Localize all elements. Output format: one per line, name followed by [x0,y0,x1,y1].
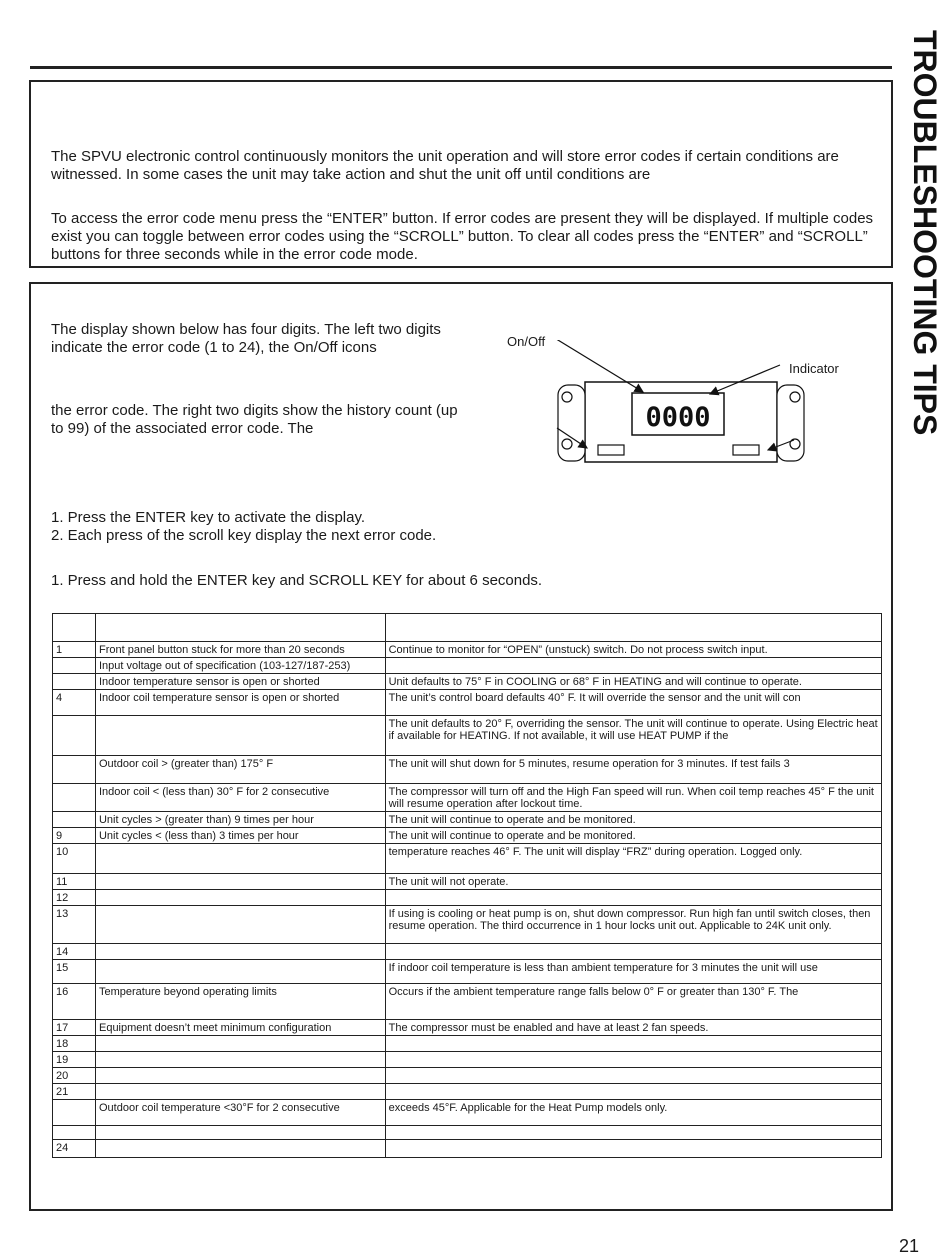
table-row [53,960,882,984]
table-row [53,658,882,674]
description-cell [95,1084,385,1100]
action-cell [385,658,881,674]
action-cell: The unit defaults to 20° F, overriding the sensor. The unit will continue to operate. Using Electric heat if available for HEATING. If not available, it will use HEAT PUMP if the [385,716,881,756]
description-cell: Indoor temperature sensor is open or shorted [95,674,385,690]
code-cell: 18 [53,1036,96,1052]
code-cell [53,784,96,812]
table-row [53,984,882,1020]
table-row [53,1036,882,1052]
header-description-cell [95,614,385,642]
header-code-cell [53,614,96,642]
mounting-tab-left [558,385,585,461]
digit-display-readout: 0000 [645,402,711,433]
description-cell [95,844,385,874]
action-cell: The unit will continue to operate and be monitored. [385,812,881,828]
clear-codes-steps [51,572,542,590]
mounting-tab-right [777,385,804,461]
view-step-2: 2. Each press of the scroll key display the next error code. [51,527,437,544]
action-cell: The compressor will turn off and the High Fan speed will run. When coil temp reaches 45° F the unit will resume operation after lockout time. [385,784,881,812]
action-cell: The compressor must be enabled and have at least 2 fan speeds. [385,1020,881,1036]
code-cell: 13 [53,906,96,944]
description-cell: Indoor coil < (less than) 30° F for 2 consecutive [95,784,385,812]
description-cell [95,1140,385,1158]
description-cell [95,890,385,906]
description-cell [95,1036,385,1052]
code-cell [53,1126,96,1140]
table-row [53,828,882,844]
clear-step-1: 1. Press and hold the ENTER key and SCROLL KEY for about 6 seconds. [51,572,543,589]
description-cell [95,1052,385,1068]
action-cell: Continue to monitor for “OPEN” (unstuck) switch. Do not process switch input. [385,642,881,658]
code-cell [53,1100,96,1126]
table-row [53,716,882,756]
table-row [53,874,882,890]
table-row [53,1140,882,1158]
description-cell [95,906,385,944]
code-cell: 4 [53,690,96,716]
description-cell: Outdoor coil temperature <30°F for 2 consecutive [95,1100,385,1126]
code-cell: 11 [53,874,96,890]
code-cell: 12 [53,890,96,906]
view-codes-steps [51,509,436,545]
action-cell [385,1140,881,1158]
scroll-button [733,445,759,455]
code-cell [53,658,96,674]
code-cell: 16 [53,984,96,1020]
code-cell: 14 [53,944,96,960]
action-cell: If using is cooling or heat pump is on, shut down compressor. Run high fan until switch closes, then resume operation. The third occurrence in 1 hour locks unit out. Applicable to 24K unit only. [385,906,881,944]
description-cell: Temperature beyond operating limits [95,984,385,1020]
description-cell: Indoor coil temperature sensor is open or shorted [95,690,385,716]
description-cell: Input voltage out of specification (103-127/187-253) [95,658,385,674]
intro-paragraph-access: To access the error code menu press the “ENTER” button. If error codes are present they will be displayed. If multiple codes exist you can toggle between error codes using the “SCROLL” button. To clear all codes press the “ENTER” and “SCROLL” buttons for three seconds while in the error code mode. [51,210,874,263]
table-row [53,944,882,960]
display-description-2: the error code. The right two digits show the history count (up to 99) of the associated error code. The [51,402,458,437]
action-cell: If indoor coil temperature is less than ambient temperature for 3 minutes the unit will use [385,960,881,984]
action-cell [385,890,881,906]
code-cell: 20 [53,1068,96,1084]
action-cell [385,944,881,960]
table-row [53,890,882,906]
intro-paragraph-monitoring: The SPVU electronic control continuously monitors the unit operation and will store error codes if certain conditions are witnessed. In some cases the unit may take action and shut the unit off until conditions are [51,148,839,183]
code-cell: 1 [53,642,96,658]
action-cell: The unit will not operate. [385,874,881,890]
header-action-cell [385,614,881,642]
action-cell: The unit will continue to operate and be monitored. [385,828,881,844]
description-cell [95,944,385,960]
page-number: 21 [899,1236,920,1256]
action-cell: temperature reaches 46° F. The unit will display “FRZ” during operation. Logged only. [385,844,881,874]
code-cell: 17 [53,1020,96,1036]
description-cell [95,960,385,984]
view-step-1: 1. Press the ENTER key to activate the display. [51,509,366,526]
code-cell: 19 [53,1052,96,1068]
description-cell: Unit cycles > (greater than) 9 times per hour [95,812,385,828]
action-cell: Occurs if the ambient temperature range falls below 0° F or greater than 130° F. The [385,984,881,1020]
action-cell [385,1068,881,1084]
action-cell [385,1052,881,1068]
action-cell [385,1036,881,1052]
description-cell [95,716,385,756]
description-cell [95,874,385,890]
code-cell [53,716,96,756]
table-row [53,1068,882,1084]
control-panel-diagram [540,340,830,500]
table-row [53,784,882,812]
action-cell: The unit’s control board defaults 40° F. It will override the sensor and the unit will con [385,690,881,716]
description-cell: Front panel button stuck for more than 20 seconds [95,642,385,658]
error-code-table [52,613,882,1158]
indicator-label: Indicator [789,361,839,376]
action-cell: Unit defaults to 75° F in COOLING or 68° F in HEATING and will continue to operate. [385,674,881,690]
table-row [53,1020,882,1036]
table-row [53,1084,882,1100]
onoff-label: On/Off [507,334,546,349]
enter-button [598,445,624,455]
table-row [53,674,882,690]
code-cell [53,812,96,828]
description-cell [95,1126,385,1140]
code-cell: 15 [53,960,96,984]
action-cell [385,1126,881,1140]
description-cell: Equipment doesn’t meet minimum configuration [95,1020,385,1036]
description-cell [95,1068,385,1084]
action-cell [385,1084,881,1100]
top-rule [30,66,892,69]
table-row [53,642,882,658]
display-description-1: The display shown below has four digits. The left two digits indicate the error code (1 to 24), the On/Off icons [51,321,441,356]
table-row [53,1052,882,1068]
code-cell: 9 [53,828,96,844]
code-cell: 21 [53,1084,96,1100]
section-side-title: TROUBLESHOOTING TIPS [907,30,943,436]
table-header-row [53,614,882,642]
description-cell: Unit cycles < (less than) 3 times per hour [95,828,385,844]
action-cell: exceeds 45°F. Applicable for the Heat Pump models only. [385,1100,881,1126]
code-cell: 24 [53,1140,96,1158]
table-row [53,1126,882,1140]
table-row [53,812,882,828]
table-row [53,690,882,716]
table-row [53,906,882,944]
code-cell [53,756,96,784]
code-cell [53,674,96,690]
table-row [53,844,882,874]
description-cell: Outdoor coil > (greater than) 175° F [95,756,385,784]
table-row [53,1100,882,1126]
table-row [53,756,882,784]
action-cell: The unit will shut down for 5 minutes, resume operation for 3 minutes. If test fails 3 [385,756,881,784]
code-cell: 10 [53,844,96,874]
